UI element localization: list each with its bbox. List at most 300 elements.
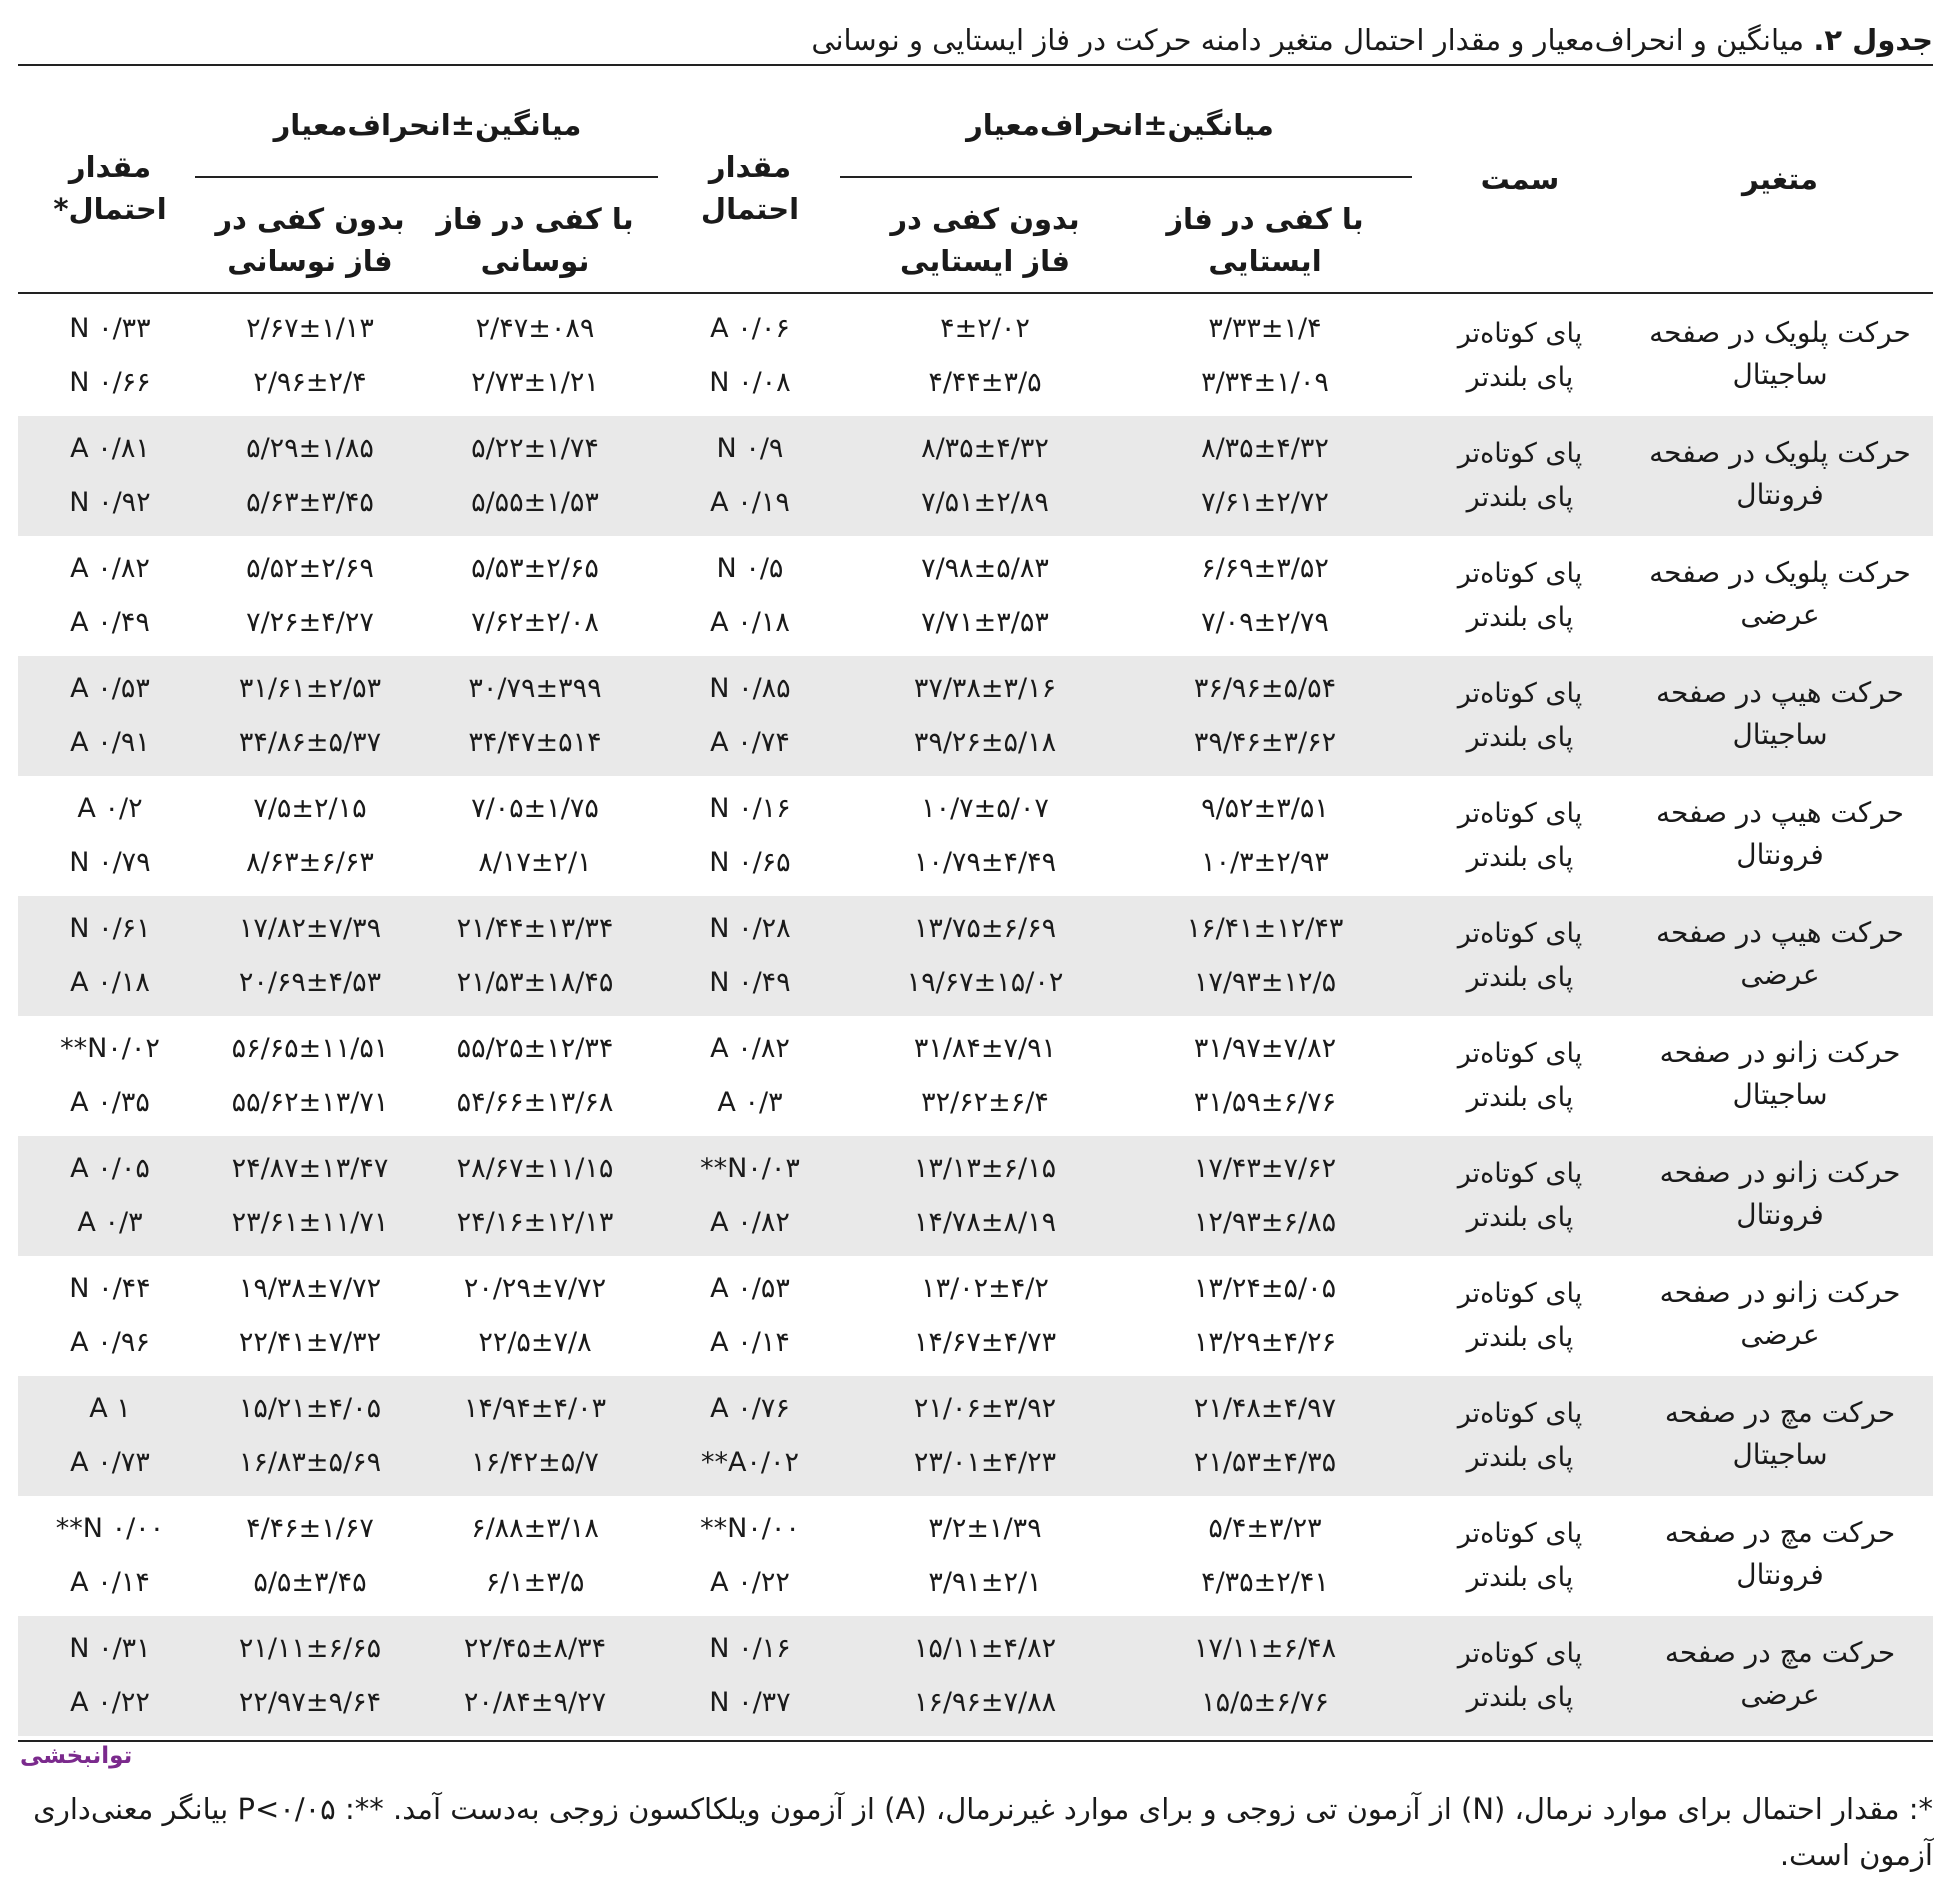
variable-line: عرضی [1740, 1678, 1820, 1711]
variable-cell [1640, 552, 1920, 636]
value-line: ۵/۵±۳/۴۵ [253, 1567, 367, 1598]
value-line: A ۰/۸۲ [70, 553, 150, 584]
header-side: سمت [1480, 162, 1560, 196]
without-swing-cell [200, 782, 420, 890]
with-stance-cell [1150, 1022, 1380, 1130]
without-swing-cell [200, 1262, 420, 1370]
value-line: ۲۴/۸۷±۱۳/۴۷ [231, 1153, 389, 1184]
side-line: پای بلندتر [1466, 722, 1574, 753]
value-line: A ۰/۸۲ [710, 1207, 790, 1238]
value-line: N ۰/۳۱ [69, 1633, 151, 1664]
value-line: ۲/۷۳±۱/۲۱ [471, 367, 599, 398]
variable-cell [1640, 432, 1920, 516]
value-line: N۰/۰۳** [700, 1153, 800, 1184]
with-swing-cell [430, 1382, 640, 1490]
variable-line: حرکت زانو در صفحه [1659, 1036, 1901, 1069]
value-line: ۴/۴۶±۱/۶۷ [246, 1513, 374, 1544]
value-line: ۲۰/۶۹±۴/۵۳ [238, 967, 382, 998]
value-line: ۵/۴±۳/۲۳ [1208, 1513, 1322, 1544]
value-line: ۳۴/۸۶±۵/۳۷ [238, 727, 382, 758]
without-stance-cell [870, 902, 1100, 1010]
header-swing-subrule [195, 176, 658, 178]
without-swing-cell [200, 542, 420, 650]
value-line: ۳/۹۱±۲/۱ [928, 1567, 1042, 1598]
p-stance-cell [690, 782, 810, 890]
value-line: ۲۱/۴۸±۴/۹۷ [1193, 1393, 1337, 1424]
p-swing-cell [50, 1022, 170, 1130]
variable-line: حرکت هیپ در صفحه [1655, 796, 1904, 829]
value-line: ۱۷/۹۳±۱۲/۵ [1193, 967, 1337, 998]
p-swing-cell [50, 1262, 170, 1370]
value-line: A ۱ [89, 1393, 131, 1424]
value-line: N ۰/۶۱ [69, 913, 151, 944]
with-stance-cell [1150, 662, 1380, 770]
value-line: ۳۹/۲۶±۵/۱۸ [913, 727, 1057, 758]
value-line: A ۰/۴۹ [70, 607, 150, 638]
value-line: ۳/۲±۱/۳۹ [928, 1513, 1042, 1544]
variable-line: حرکت هیپ در صفحه [1655, 676, 1904, 709]
value-line: ۷/۰۹±۲/۷۹ [1201, 607, 1329, 638]
without-stance-cell [870, 542, 1100, 650]
header-stance-subrule [840, 176, 1412, 178]
value-line: A ۰/۷۶ [710, 1393, 790, 1424]
value-line: A ۰/۷۴ [710, 727, 790, 758]
side-line: پای کوتاه‌تر [1457, 1518, 1583, 1549]
value-line: ۱۳/۱۳±۶/۱۵ [913, 1153, 1057, 1184]
value-line: A ۰/۲ [77, 793, 143, 824]
value-line: ۱۵/۵±۶/۷۶ [1201, 1687, 1329, 1718]
variable-line: ساجیتال [1732, 358, 1828, 391]
p-stance-cell [690, 902, 810, 1010]
value-line: ۷/۰۵±۱/۷۵ [471, 793, 599, 824]
side-line: پای کوتاه‌تر [1457, 678, 1583, 709]
variable-line: فرونتال [1736, 838, 1824, 871]
value-line: ۳۰/۷۹±۳۹۹ [468, 673, 602, 704]
value-line: ۲۲/۴۵±۸/۳۴ [463, 1633, 607, 1664]
value-line: ۲۱/۵۳±۴/۳۵ [1193, 1447, 1337, 1478]
value-line: ۱۴/۷۸±۸/۱۹ [913, 1207, 1057, 1238]
side-line: پای بلندتر [1466, 1562, 1574, 1593]
journal-logo: توانبخشی [20, 1743, 133, 1769]
value-line: ۲۳/۰۱±۴/۲۳ [913, 1447, 1057, 1478]
without-swing-cell [200, 662, 420, 770]
value-line: ۲۱/۱۱±۶/۶۵ [238, 1633, 382, 1664]
value-line: ۱۵/۲۱±۴/۰۵ [238, 1393, 382, 1424]
value-line: A ۰/۸۲ [710, 1033, 790, 1064]
value-line: A ۰/۵۳ [710, 1273, 790, 1304]
with-swing-cell [430, 782, 640, 890]
p-stance-cell [690, 1382, 810, 1490]
with-stance-cell [1150, 1502, 1380, 1610]
value-line: ۲۳/۶۱±۱۱/۷۱ [231, 1207, 389, 1238]
value-line: N۰/۰۲** [60, 1033, 160, 1064]
value-line: ۱۲/۹۳±۶/۸۵ [1193, 1207, 1337, 1238]
value-line: N ۰/۵ [716, 553, 784, 584]
value-line: ۴±۲/۰۲ [940, 313, 1030, 344]
p-stance-cell [690, 1022, 810, 1130]
p-stance-cell [690, 1502, 810, 1610]
value-line: N ۰/۴۴ [69, 1273, 151, 1304]
variable-cell [1640, 1632, 1920, 1716]
value-line: ۳۹/۴۶±۳/۶۲ [1193, 727, 1337, 758]
side-cell [1420, 912, 1620, 1000]
p-stance-cell [690, 662, 810, 770]
value-line: ۱۵/۱۱±۴/۸۲ [913, 1633, 1057, 1664]
without-swing-cell [200, 902, 420, 1010]
side-line: پای کوتاه‌تر [1457, 918, 1583, 949]
without-stance-cell [870, 782, 1100, 890]
value-line: ۲۲/۴۱±۷/۳۲ [238, 1327, 382, 1358]
variable-line: فرونتال [1736, 478, 1824, 511]
with-stance-cell [1150, 1142, 1380, 1250]
value-line: N ۰/۰۸ [709, 367, 791, 398]
p-stance-cell [690, 542, 810, 650]
with-stance-cell [1150, 302, 1380, 410]
variable-line: حرکت مچ در صفحه [1664, 1636, 1896, 1669]
header-with-insole-stance: با کفی در فاز ایستایی [1166, 202, 1364, 278]
with-stance-cell [1150, 1622, 1380, 1730]
value-line: ۵/۵۵±۱/۵۳ [471, 487, 599, 518]
p-swing-cell [50, 422, 170, 530]
value-line: ۱۳/۲۹±۴/۲۶ [1193, 1327, 1337, 1358]
without-stance-cell [870, 1382, 1100, 1490]
value-line: ۵۵/۶۲±۱۳/۷۱ [231, 1087, 389, 1118]
side-cell [1420, 1152, 1620, 1240]
value-line: N ۰/۱۶ [709, 1633, 791, 1664]
side-line: پای بلندتر [1466, 1442, 1574, 1473]
value-line: ۳۷/۳۸±۳/۱۶ [913, 673, 1057, 704]
value-line: ۵۴/۶۶±۱۳/۶۸ [456, 1087, 614, 1118]
variable-line: ساجیتال [1732, 718, 1828, 751]
with-stance-cell [1150, 422, 1380, 530]
with-swing-cell [430, 422, 640, 530]
header-mean-sd-swing: میانگین±انحراف‌معیار [273, 108, 582, 142]
variable-line: فرونتال [1736, 1558, 1824, 1591]
with-stance-cell [1150, 1382, 1380, 1490]
value-line: ۶/۱±۳/۵ [485, 1567, 585, 1598]
with-swing-cell [430, 302, 640, 410]
caption-label: جدول ۲. [1813, 23, 1933, 57]
value-line: ۱۶/۸۳±۵/۶۹ [238, 1447, 382, 1478]
with-swing-cell [430, 1502, 640, 1610]
value-line: ۷/۶۱±۲/۷۲ [1201, 487, 1329, 518]
value-line: A ۰/۳۵ [70, 1087, 150, 1118]
value-line: ۱۶/۴۲±۵/۷ [471, 1447, 599, 1478]
p-swing-cell [50, 1502, 170, 1610]
without-stance-cell [870, 1142, 1100, 1250]
value-line: ۵/۶۳±۳/۴۵ [246, 487, 374, 518]
value-line: ۳۶/۹۶±۵/۵۴ [1193, 673, 1337, 704]
value-line: ۸/۳۵±۴/۳۲ [1201, 433, 1329, 464]
header-p-value-stance: مقدار احتمال [700, 150, 800, 226]
value-line: N ۰/۰۰** [55, 1513, 165, 1544]
value-line: ۱۹/۶۷±۱۵/۰۲ [906, 967, 1064, 998]
without-stance-cell [870, 302, 1100, 410]
variable-line: حرکت زانو در صفحه [1659, 1156, 1901, 1189]
with-swing-cell [430, 902, 640, 1010]
side-cell [1420, 792, 1620, 880]
value-line: ۲۱/۴۴±۱۳/۳۴ [456, 913, 614, 944]
value-line: A ۰/۰۶ [710, 313, 790, 344]
value-line: ۱۳/۲۴±۵/۰۵ [1193, 1273, 1337, 1304]
without-swing-cell [200, 1022, 420, 1130]
value-line: A۰/۰۲** [700, 1447, 800, 1478]
value-line: ۷/۵۱±۲/۸۹ [921, 487, 1049, 518]
p-stance-cell [690, 1622, 810, 1730]
value-line: ۱۷/۴۳±۷/۶۲ [1193, 1153, 1337, 1184]
p-swing-cell [50, 1622, 170, 1730]
with-stance-cell [1150, 902, 1380, 1010]
table-caption [18, 18, 1933, 62]
variable-cell [1640, 1392, 1920, 1476]
p-stance-cell [690, 1142, 810, 1250]
without-swing-cell [200, 422, 420, 530]
header-mean-sd-stance: میانگین±انحراف‌معیار [966, 108, 1274, 142]
value-line: N۰/۰۰** [700, 1513, 800, 1544]
bottom-rule [18, 1740, 1933, 1742]
value-line: ۱۷/۱۱±۶/۴۸ [1193, 1633, 1337, 1664]
variable-line: فرونتال [1736, 1198, 1824, 1231]
header-without-insole-stance: بدون کفی در فاز ایستایی [890, 202, 1080, 278]
side-line: پای بلندتر [1466, 602, 1574, 633]
variable-line: حرکت پلویک در صفحه [1649, 316, 1911, 349]
side-cell [1420, 432, 1620, 520]
side-line: پای کوتاه‌تر [1457, 1398, 1583, 1429]
header-p-value-swing: مقدار احتمال* [53, 150, 167, 226]
value-line: ۷/۶۲±۲/۰۸ [471, 607, 599, 638]
value-line: ۵/۲۹±۱/۸۵ [246, 433, 374, 464]
without-swing-cell [200, 1142, 420, 1250]
side-line: پای بلندتر [1466, 842, 1574, 873]
value-line: ۱۰/۳±۲/۹۳ [1201, 847, 1329, 878]
value-line: A ۰/۱۴ [70, 1567, 150, 1598]
without-stance-cell [870, 1622, 1100, 1730]
side-line: پای کوتاه‌تر [1457, 798, 1583, 829]
side-line: پای بلندتر [1466, 362, 1574, 393]
side-cell [1420, 1032, 1620, 1120]
side-line: پای کوتاه‌تر [1457, 558, 1583, 589]
value-line: N ۰/۳۷ [709, 1687, 791, 1718]
variable-cell [1640, 912, 1920, 996]
variable-cell [1640, 672, 1920, 756]
value-line: A ۰/۳ [717, 1087, 783, 1118]
without-swing-cell [200, 1382, 420, 1490]
value-line: ۱۹/۳۸±۷/۷۲ [238, 1273, 382, 1304]
variable-line: حرکت هیپ در صفحه [1655, 916, 1904, 949]
side-cell [1420, 1392, 1620, 1480]
p-stance-cell [690, 302, 810, 410]
p-swing-cell [50, 542, 170, 650]
variable-line: ساجیتال [1732, 1438, 1828, 1471]
value-line: A ۰/۹۶ [70, 1327, 150, 1358]
without-swing-cell [200, 302, 420, 410]
value-line: A ۰/۲۲ [710, 1567, 790, 1598]
p-swing-cell [50, 302, 170, 410]
without-stance-cell [870, 422, 1100, 530]
variable-cell [1640, 1512, 1920, 1596]
value-line: ۱۶/۴۱±۱۲/۴۳ [1186, 913, 1344, 944]
value-line: ۷/۵±۲/۱۵ [253, 793, 367, 824]
value-line: ۳۴/۴۷±۵۱۴ [468, 727, 602, 758]
header-variable: متغیر [1741, 162, 1819, 196]
value-line: ۲۴/۱۶±۱۲/۱۳ [456, 1207, 614, 1238]
value-line: ۵۶/۶۵±۱۱/۵۱ [231, 1033, 389, 1064]
value-line: N ۰/۲۸ [709, 913, 791, 944]
value-line: ۲/۴۷±۰۸۹ [475, 313, 595, 344]
value-line: N ۰/۶۶ [69, 367, 151, 398]
with-stance-cell [1150, 542, 1380, 650]
side-cell [1420, 312, 1620, 400]
variable-cell [1640, 1032, 1920, 1116]
variable-line: حرکت زانو در صفحه [1659, 1276, 1901, 1309]
value-line: ۲/۹۶±۲/۴ [253, 367, 367, 398]
value-line: A ۰/۸۱ [70, 433, 150, 464]
header-rule [18, 292, 1933, 294]
p-swing-cell [50, 902, 170, 1010]
value-line: ۱۴/۶۷±۴/۷۳ [913, 1327, 1057, 1358]
variable-line: حرکت مچ در صفحه [1664, 1516, 1896, 1549]
caption-text: میانگین و انحراف‌معیار و مقدار احتمال متغیر دامنه حرکت در فاز ایستایی و نوسانی [811, 23, 1814, 57]
value-line: N ۰/۳۳ [69, 313, 151, 344]
variable-cell [1640, 312, 1920, 396]
without-swing-cell [200, 1622, 420, 1730]
with-stance-cell [1150, 1262, 1380, 1370]
value-line: ۲۲/۵±۷/۸ [478, 1327, 592, 1358]
value-line: A ۰/۳ [77, 1207, 143, 1238]
value-line: A ۰/۹۱ [70, 727, 150, 758]
value-line: ۱۳/۰۲±۴/۲ [921, 1273, 1049, 1304]
value-line: ۲/۶۷±۱/۱۳ [246, 313, 374, 344]
value-line: ۷/۷۱±۳/۵۳ [921, 607, 1049, 638]
side-cell [1420, 1272, 1620, 1360]
value-line: A ۰/۰۵ [70, 1153, 150, 1184]
value-line: A ۰/۱۹ [710, 487, 790, 518]
value-line: ۳۱/۵۹±۶/۷۶ [1193, 1087, 1337, 1118]
side-line: پای بلندتر [1466, 962, 1574, 993]
value-line: ۴/۳۵±۲/۴۱ [1201, 1567, 1329, 1598]
without-stance-cell [870, 1262, 1100, 1370]
value-line: N ۰/۴۹ [709, 967, 791, 998]
value-line: ۱۷/۸۲±۷/۳۹ [238, 913, 382, 944]
without-stance-cell [870, 662, 1100, 770]
with-swing-cell [430, 1022, 640, 1130]
value-line: A ۰/۲۲ [70, 1687, 150, 1718]
value-line: N ۰/۹۲ [69, 487, 151, 518]
table-footnote: *: مقدار احتمال برای موارد نرمال، (N) از آزمون تی زوجی و برای موارد غیرنرمال، (A) از آزمون ویلکاکسون زوجی به‌دست آمد. **: P<۰/۰۵ بیانگر معنی‌داری آزمون است. [33, 1792, 1933, 1872]
variable-line: ساجیتال [1732, 1078, 1828, 1111]
variable-line: عرضی [1740, 1318, 1820, 1351]
p-swing-cell [50, 782, 170, 890]
side-cell [1420, 1632, 1620, 1720]
value-line: ۲۲/۹۷±۹/۶۴ [238, 1687, 382, 1718]
variable-line: عرضی [1740, 958, 1820, 991]
side-line: پای کوتاه‌تر [1457, 1278, 1583, 1309]
value-line: ۲۸/۶۷±۱۱/۱۵ [456, 1153, 614, 1184]
value-line: N ۰/۸۵ [709, 673, 791, 704]
value-line: ۲۰/۸۴±۹/۲۷ [463, 1687, 607, 1718]
value-line: ۳/۳۴±۱/۰۹ [1201, 367, 1329, 398]
value-line: ۱۰/۷±۵/۰۷ [921, 793, 1049, 824]
side-cell [1420, 672, 1620, 760]
variable-line: حرکت پلویک در صفحه [1649, 556, 1911, 589]
value-line: ۸/۶۳±۶/۶۳ [246, 847, 374, 878]
value-line: ۲۱/۰۶±۳/۹۲ [913, 1393, 1057, 1424]
value-line: ۳۱/۶۱±۲/۵۳ [238, 673, 382, 704]
variable-cell [1640, 1272, 1920, 1356]
with-swing-cell [430, 662, 640, 770]
value-line: A ۰/۱۸ [70, 967, 150, 998]
value-line: N ۰/۱۶ [709, 793, 791, 824]
p-stance-cell [690, 1262, 810, 1370]
with-swing-cell [430, 1622, 640, 1730]
side-line: پای بلندتر [1466, 1322, 1574, 1353]
value-line: A ۰/۱۴ [710, 1327, 790, 1358]
p-swing-cell [50, 662, 170, 770]
value-line: ۵۵/۲۵±۱۲/۳۴ [456, 1033, 614, 1064]
value-line: ۳۱/۸۴±۷/۹۱ [913, 1033, 1057, 1064]
p-swing-cell [50, 1382, 170, 1490]
header-with-insole-swing: با کفی در فاز نوسانی [436, 202, 634, 278]
without-stance-cell [870, 1502, 1100, 1610]
value-line: ۵/۲۲±۱/۷۴ [471, 433, 599, 464]
side-line: پای کوتاه‌تر [1457, 438, 1583, 469]
value-line: ۶/۸۸±۳/۱۸ [471, 1513, 599, 1544]
p-stance-cell [690, 422, 810, 530]
variable-line: عرضی [1740, 598, 1820, 631]
value-line: ۱۳/۷۵±۶/۶۹ [913, 913, 1057, 944]
side-line: پای بلندتر [1466, 1682, 1574, 1713]
value-line: A ۰/۷۳ [70, 1447, 150, 1478]
value-line: ۵/۵۲±۲/۶۹ [246, 553, 374, 584]
side-line: پای کوتاه‌تر [1457, 318, 1583, 349]
with-swing-cell [430, 1262, 640, 1370]
value-line: ۷/۲۶±۴/۲۷ [246, 607, 374, 638]
variable-cell [1640, 792, 1920, 876]
value-line: ۳/۳۳±۱/۴ [1208, 313, 1322, 344]
side-cell [1420, 552, 1620, 640]
value-line: A ۰/۱۸ [710, 607, 790, 638]
with-stance-cell [1150, 782, 1380, 890]
side-cell [1420, 1512, 1620, 1600]
value-line: A ۰/۵۳ [70, 673, 150, 704]
side-line: پای کوتاه‌تر [1457, 1638, 1583, 1669]
p-swing-cell [50, 1142, 170, 1250]
variable-line: حرکت مچ در صفحه [1664, 1396, 1896, 1429]
without-stance-cell [870, 1022, 1100, 1130]
with-swing-cell [430, 1142, 640, 1250]
value-line: ۹/۵۲±۳/۵۱ [1201, 793, 1329, 824]
value-line: ۱۴/۹۴±۴/۰۳ [463, 1393, 607, 1424]
side-line: پای کوتاه‌تر [1457, 1158, 1583, 1189]
value-line: ۷/۹۸±۵/۸۳ [921, 553, 1049, 584]
variable-line: حرکت پلویک در صفحه [1649, 436, 1911, 469]
variable-cell [1640, 1152, 1920, 1236]
value-line: N ۰/۶۵ [709, 847, 791, 878]
value-line: ۸/۳۵±۴/۳۲ [921, 433, 1049, 464]
value-line: ۲۰/۲۹±۷/۷۲ [463, 1273, 607, 1304]
value-line: N ۰/۷۹ [69, 847, 151, 878]
value-line: ۳۱/۹۷±۷/۸۲ [1193, 1033, 1337, 1064]
side-line: پای بلندتر [1466, 482, 1574, 513]
value-line: ۲۱/۵۳±۱۸/۴۵ [456, 967, 614, 998]
value-line: ۱۰/۷۹±۴/۴۹ [913, 847, 1057, 878]
side-line: پای بلندتر [1466, 1082, 1574, 1113]
with-swing-cell [430, 542, 640, 650]
value-line: N ۰/۹ [716, 433, 784, 464]
header-without-insole-swing: بدون کفی در فاز نوسانی [215, 202, 405, 278]
value-line: ۵/۵۳±۲/۶۵ [471, 553, 599, 584]
value-line: ۶/۶۹±۳/۵۲ [1201, 553, 1329, 584]
